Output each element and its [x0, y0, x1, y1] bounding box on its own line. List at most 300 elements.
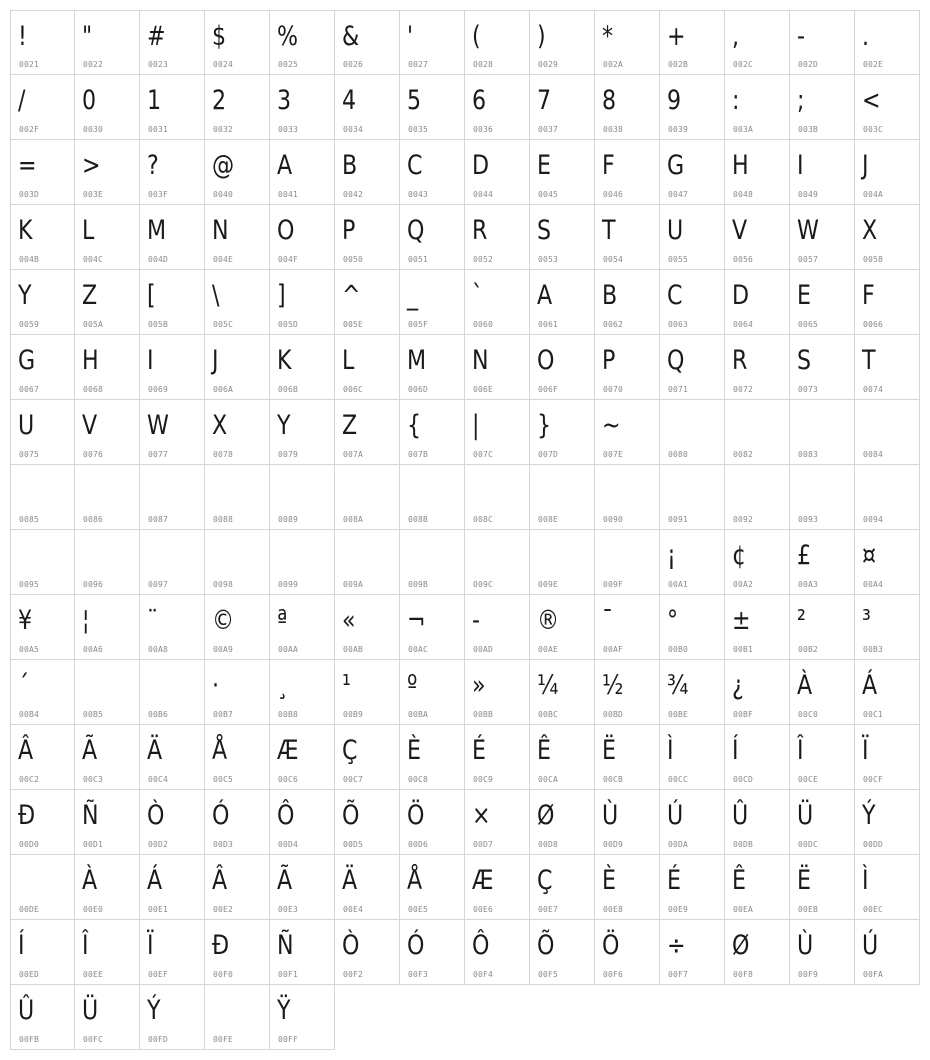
glyph-code: 00F9 [798, 970, 819, 979]
glyph-char: Æ [472, 865, 494, 896]
glyph-code: 0053 [538, 255, 559, 264]
glyph-cell [790, 790, 855, 855]
glyph-char: £ [797, 540, 812, 571]
glyph-char: E [537, 150, 551, 181]
glyph-code: 007A [343, 450, 364, 459]
glyph-cell [10, 140, 75, 205]
glyph-char: Ä [342, 865, 358, 896]
glyph-char: Q [667, 345, 685, 376]
glyph-code: 00FE [213, 1035, 234, 1044]
glyph-char: Ë [797, 865, 811, 896]
glyph-cell [660, 855, 725, 920]
glyph-cell [855, 270, 920, 335]
glyph-cell [140, 660, 205, 725]
glyph-cell [530, 855, 595, 920]
glyph-char: B [342, 150, 358, 181]
glyph-char: T [602, 215, 616, 246]
glyph-code: 007E [603, 450, 624, 459]
glyph-char: Ç [537, 865, 553, 896]
glyph-cell [10, 270, 75, 335]
glyph-code: 00F8 [733, 970, 754, 979]
glyph-code: 0089 [278, 515, 299, 524]
glyph-cell [335, 140, 400, 205]
glyph-cell [465, 465, 530, 530]
glyph-cell [465, 920, 530, 985]
glyph-code: 0036 [473, 125, 494, 134]
glyph-code: 0084 [863, 450, 884, 459]
glyph-cell [855, 660, 920, 725]
glyph-cell [790, 920, 855, 985]
glyph-code: 0092 [733, 515, 754, 524]
glyph-code: 00FB [19, 1035, 40, 1044]
glyph-code: 0066 [863, 320, 884, 329]
glyph-cell [335, 660, 400, 725]
glyph-code: 006D [408, 385, 429, 394]
glyph-char: À [797, 670, 813, 701]
glyph-char: ` [472, 280, 484, 311]
glyph-cell [10, 660, 75, 725]
glyph-code: 00F4 [473, 970, 494, 979]
glyph-code: 003E [83, 190, 104, 199]
glyph-cell [465, 790, 530, 855]
glyph-code: 00EA [733, 905, 754, 914]
glyph-cell [140, 530, 205, 595]
glyph-char: T [862, 345, 876, 376]
glyph-cell [400, 530, 465, 595]
glyph-cell [790, 660, 855, 725]
glyph-code: 0052 [473, 255, 494, 264]
glyph-cell [400, 270, 465, 335]
glyph-code: 0090 [603, 515, 624, 524]
glyph-code: 0076 [83, 450, 104, 459]
glyph-code: 002A [603, 60, 624, 69]
glyph-cell [270, 660, 335, 725]
glyph-char: W [147, 410, 169, 441]
glyph-char: Û [732, 800, 749, 831]
glyph-char: A [537, 280, 553, 311]
glyph-char: ¿ [732, 670, 744, 701]
glyph-cell [10, 10, 75, 75]
glyph-code: 0037 [538, 125, 559, 134]
glyph-char: W [797, 215, 819, 246]
glyph-char: º [407, 670, 418, 701]
glyph-code: 00C2 [19, 775, 40, 784]
glyph-code: 00BE [668, 710, 689, 719]
glyph-code: 0029 [538, 60, 559, 69]
glyph-char: ¤ [862, 540, 877, 571]
glyph-code: 00CE [798, 775, 819, 784]
glyph-char: I [147, 345, 154, 376]
glyph-char: ~ [602, 410, 621, 441]
glyph-code: 00F6 [603, 970, 624, 979]
glyph-code: 00F1 [278, 970, 299, 979]
glyph-code: 00B2 [798, 645, 819, 654]
glyph-cell [595, 400, 660, 465]
glyph-cell [140, 985, 205, 1050]
glyph-code: 00D7 [473, 840, 494, 849]
glyph-cell [205, 75, 270, 140]
glyph-code: 00A9 [213, 645, 234, 654]
glyph-char: Ç [342, 735, 358, 766]
glyph-code: 0067 [19, 385, 40, 394]
glyph-cell [10, 465, 75, 530]
glyph-code: 002B [668, 60, 689, 69]
glyph-cell [790, 400, 855, 465]
glyph-code: 005A [83, 320, 104, 329]
glyph-cell [790, 75, 855, 140]
glyph-cell [660, 335, 725, 400]
glyph-code: 009F [603, 580, 624, 589]
glyph-code: 00DE [19, 905, 40, 914]
glyph-cell [335, 465, 400, 530]
glyph-cell [400, 855, 465, 920]
glyph-code: 0063 [668, 320, 689, 329]
glyph-char: V [732, 215, 748, 246]
glyph-cell [660, 270, 725, 335]
glyph-code: 0080 [668, 450, 689, 459]
glyph-char: , [732, 21, 740, 52]
glyph-cell [270, 10, 335, 75]
glyph-code: 008A [343, 515, 364, 524]
glyph-cell [75, 75, 140, 140]
glyph-code: 0073 [798, 385, 819, 394]
glyph-code: 00BD [603, 710, 624, 719]
glyph-code: 0061 [538, 320, 559, 329]
glyph-char: Ð [212, 930, 230, 961]
glyph-cell [400, 725, 465, 790]
glyph-cell [595, 725, 660, 790]
glyph-char: . [862, 21, 870, 52]
glyph-code: 005D [278, 320, 299, 329]
glyph-code: 00B6 [148, 710, 169, 719]
glyph-char: Ì [667, 735, 674, 766]
glyph-char: M [147, 215, 167, 246]
glyph-cell [335, 595, 400, 660]
glyph-char: A [277, 150, 293, 181]
glyph-cell [205, 725, 270, 790]
glyph-cell [595, 530, 660, 595]
glyph-cell [10, 75, 75, 140]
glyph-code: 006E [473, 385, 494, 394]
glyph-char: Ê [732, 865, 746, 896]
glyph-cell [10, 725, 75, 790]
glyph-cell [855, 400, 920, 465]
glyph-cell [530, 10, 595, 75]
glyph-code: 00B0 [668, 645, 689, 654]
glyph-cell [725, 10, 790, 75]
glyph-cell [725, 855, 790, 920]
glyph-code: 0056 [733, 255, 754, 264]
glyph-char: > [82, 150, 101, 181]
glyph-code: 0069 [148, 385, 169, 394]
glyph-cell [335, 855, 400, 920]
glyph-code: 005B [148, 320, 169, 329]
glyph-code: 003F [148, 190, 169, 199]
glyph-cell [790, 270, 855, 335]
glyph-code: 00D9 [603, 840, 624, 849]
glyph-cell [400, 205, 465, 270]
glyph-cell [400, 335, 465, 400]
glyph-code: 00B1 [733, 645, 754, 654]
glyph-cell [465, 855, 530, 920]
glyph-cell [530, 595, 595, 660]
glyph-cell [335, 790, 400, 855]
glyph-char: O [537, 345, 555, 376]
glyph-char: © [212, 605, 235, 636]
glyph-char: Å [407, 865, 423, 896]
glyph-cell [75, 400, 140, 465]
glyph-char: ° [667, 605, 679, 636]
glyph-code: 0041 [278, 190, 299, 199]
glyph-code: 00EB [798, 905, 819, 914]
glyph-cell [140, 10, 205, 75]
glyph-char: ¼ [537, 670, 559, 701]
glyph-code: 009C [473, 580, 494, 589]
glyph-cell [595, 270, 660, 335]
glyph-code: 006F [538, 385, 559, 394]
glyph-cell [855, 335, 920, 400]
glyph-code: 0045 [538, 190, 559, 199]
glyph-code: 00DA [668, 840, 689, 849]
glyph-char: 0 [82, 85, 97, 116]
glyph-code: 0085 [19, 515, 40, 524]
glyph-char: Ã [82, 735, 98, 766]
glyph-code: 00B4 [19, 710, 40, 719]
glyph-code: 00AA [278, 645, 299, 654]
glyph-cell [660, 920, 725, 985]
glyph-cell [205, 595, 270, 660]
glyph-cell [465, 335, 530, 400]
glyph-cell [855, 205, 920, 270]
glyph-cell [205, 335, 270, 400]
glyph-char: } [537, 410, 552, 441]
glyph-code: 0055 [668, 255, 689, 264]
glyph-cell [140, 855, 205, 920]
glyph-code: 00C6 [278, 775, 299, 784]
glyph-code: 00B8 [278, 710, 299, 719]
glyph-cell [140, 725, 205, 790]
glyph-char: N [472, 345, 489, 376]
glyph-cell [530, 920, 595, 985]
glyph-cell [790, 595, 855, 660]
glyph-char: @ [212, 150, 235, 181]
glyph-cell [270, 75, 335, 140]
glyph-code: 00C9 [473, 775, 494, 784]
glyph-char: Ë [602, 735, 616, 766]
glyph-code: 00AF [603, 645, 624, 654]
glyph-cell [855, 465, 920, 530]
glyph-cell [75, 790, 140, 855]
glyph-cell [855, 10, 920, 75]
glyph-char: Ù [797, 930, 814, 961]
glyph-char: ² [797, 605, 806, 636]
glyph-code: 00D0 [19, 840, 40, 849]
glyph-cell [530, 660, 595, 725]
glyph-char: Ó [407, 930, 425, 961]
glyph-cell [465, 205, 530, 270]
glyph-code: 0071 [668, 385, 689, 394]
glyph-char: Ñ [82, 800, 99, 831]
glyph-cell [270, 140, 335, 205]
glyph-code: 006B [278, 385, 299, 394]
glyph-char: B [602, 280, 618, 311]
glyph-char: Ý [147, 995, 161, 1026]
glyph-char: P [342, 215, 356, 246]
glyph-code: 00EE [83, 970, 104, 979]
glyph-code: 0077 [148, 450, 169, 459]
glyph-char: Ÿ [277, 995, 291, 1026]
glyph-cell [660, 465, 725, 530]
glyph-cell [335, 400, 400, 465]
glyph-cell [465, 400, 530, 465]
glyph-cell [335, 920, 400, 985]
glyph-cell [660, 595, 725, 660]
glyph-char: 1 [147, 85, 162, 116]
glyph-char: Ô [277, 800, 295, 831]
glyph-code: 00B7 [213, 710, 234, 719]
glyph-char: I [797, 150, 804, 181]
glyph-cell [530, 205, 595, 270]
glyph-code: 003D [19, 190, 40, 199]
glyph-code: 0032 [213, 125, 234, 134]
glyph-cell [595, 660, 660, 725]
glyph-code: 0033 [278, 125, 299, 134]
glyph-char: Ñ [277, 930, 294, 961]
glyph-cell [595, 465, 660, 530]
glyph-code: 0046 [603, 190, 624, 199]
glyph-code: 004F [278, 255, 299, 264]
glyph-cell [725, 595, 790, 660]
glyph-char: F [602, 150, 615, 181]
glyph-code: 0051 [408, 255, 429, 264]
glyph-cell [660, 660, 725, 725]
glyph-char: Z [342, 410, 358, 441]
glyph-char: Ú [667, 800, 684, 831]
glyph-char: & [342, 21, 360, 52]
glyph-code: 009B [408, 580, 429, 589]
glyph-char: Î [797, 735, 804, 766]
glyph-code: 00E7 [538, 905, 559, 914]
glyph-char: _ [407, 280, 419, 311]
glyph-char: ¸ [277, 670, 289, 701]
glyph-cell [855, 920, 920, 985]
glyph-char: Ù [602, 800, 619, 831]
glyph-code: 00E4 [343, 905, 364, 914]
glyph-code: 00CF [863, 775, 884, 784]
glyph-char: ¨ [147, 605, 159, 636]
glyph-code: 002C [733, 60, 754, 69]
glyph-code: 00D4 [278, 840, 299, 849]
glyph-code: 0022 [83, 60, 104, 69]
glyph-char: Z [82, 280, 98, 311]
glyph-code: 004C [83, 255, 104, 264]
glyph-code: 00B5 [83, 710, 104, 719]
glyph-code: 00C1 [863, 710, 884, 719]
glyph-code: 004A [863, 190, 884, 199]
glyph-code: 00C4 [148, 775, 169, 784]
glyph-cell [140, 790, 205, 855]
glyph-cell [400, 10, 465, 75]
glyph-cell [855, 595, 920, 660]
glyph-code: 0059 [19, 320, 40, 329]
glyph-cell [10, 335, 75, 400]
glyph-char: Æ [277, 735, 299, 766]
glyph-code: 0091 [668, 515, 689, 524]
glyph-cell [270, 205, 335, 270]
glyph-char: × [472, 800, 491, 831]
glyph-char: \ [212, 280, 220, 311]
glyph-cell [140, 270, 205, 335]
glyph-char: 7 [537, 85, 552, 116]
glyph-char: J [212, 345, 219, 376]
glyph-code: 009E [538, 580, 559, 589]
glyph-char: 3 [277, 85, 292, 116]
glyph-char: Ï [862, 735, 869, 766]
glyph-cell [140, 465, 205, 530]
glyph-char: ´ [18, 670, 30, 701]
glyph-char: « [342, 605, 356, 636]
glyph-char: Õ [537, 930, 555, 961]
glyph-cell [400, 660, 465, 725]
glyph-char: É [667, 865, 681, 896]
glyph-code: 00CA [538, 775, 559, 784]
glyph-cell [660, 10, 725, 75]
glyph-cell [725, 270, 790, 335]
glyph-code: 0044 [473, 190, 494, 199]
glyph-cell [400, 595, 465, 660]
glyph-char: | [472, 410, 480, 441]
glyph-char: - [472, 605, 480, 636]
glyph-char: Ä [147, 735, 163, 766]
glyph-code: 0023 [148, 60, 169, 69]
glyph-cell [530, 725, 595, 790]
glyph-char: $ [212, 21, 227, 52]
glyph-code: 003B [798, 125, 819, 134]
glyph-char: 9 [667, 85, 682, 116]
glyph-code: 008E [538, 515, 559, 524]
glyph-code: 008C [473, 515, 494, 524]
glyph-cell [10, 595, 75, 660]
glyph-code: 0099 [278, 580, 299, 589]
glyph-char: Ü [797, 800, 814, 831]
glyph-cell [660, 530, 725, 595]
glyph-char: 8 [602, 85, 617, 116]
glyph-char: À [82, 865, 98, 896]
glyph-cell [855, 725, 920, 790]
glyph-cell [270, 270, 335, 335]
glyph-code: 0095 [19, 580, 40, 589]
glyph-code: 00E3 [278, 905, 299, 914]
glyph-code: 0074 [863, 385, 884, 394]
glyph-cell [205, 985, 270, 1050]
glyph-code: 0039 [668, 125, 689, 134]
glyph-cell [140, 75, 205, 140]
glyph-cell [270, 400, 335, 465]
glyph-cell [725, 465, 790, 530]
glyph-char: ³ [862, 605, 871, 636]
glyph-cell [10, 790, 75, 855]
glyph-cell [270, 335, 335, 400]
glyph-code: 0038 [603, 125, 624, 134]
glyph-char: Y [277, 410, 291, 441]
glyph-code: 00CD [733, 775, 754, 784]
glyph-code: 00B9 [343, 710, 364, 719]
glyph-code: 00BB [473, 710, 494, 719]
glyph-char: Û [18, 995, 35, 1026]
glyph-cell [270, 855, 335, 920]
glyph-code: 004B [19, 255, 40, 264]
glyph-cell [660, 140, 725, 205]
